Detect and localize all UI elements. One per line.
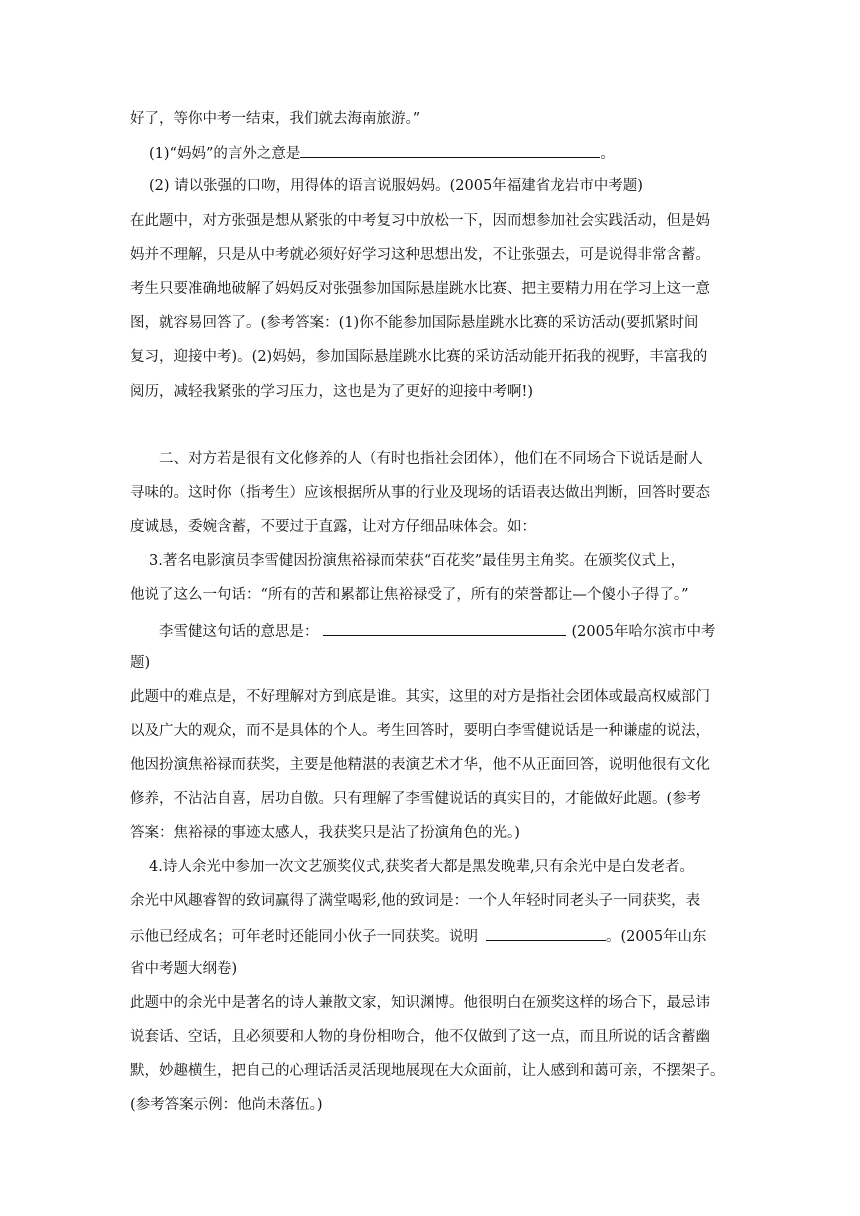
text-line: 此题中的难点是，不好理解对方到底是谁。其实，这里的对方是指社会团体或最高权威部门 [130,689,710,705]
question-3-prompt: 李雪健这句话的意思是： [159,624,319,640]
text-line: 度诚恳，委婉含蓄，不要过于直露，让对方仔细品味体会。如： [130,519,536,535]
question-4-line: 4.诗人余光中参加一次文艺颁奖仪式,获奖者大都是黑发晚辈,只有余光中是白发老者。 [149,859,695,875]
text-line: 此题中的余光中是著名的诗人兼散文家，知识渊博。他很明白在颁奖这样的场合下，最忌讳 [130,995,710,1011]
text-line: 以及广大的观众，而不是具体的个人。考生回答时，要明白李雪健说话是一种谦虚的说法， [130,723,710,739]
question-4-prompt: 示他已经成名；可年老时还能同小伙子一同获奖。说明 [130,929,478,945]
text-line: 复习，迎接中考)。(2)妈妈，参加国际悬崖跳水比赛的采访活动能开拓我的视野，丰富我的 [130,349,708,365]
text-line: 在此题中，对方张强是想从紧张的中考复习中放松一下，因而想参加社会实践活动，但是妈 [130,213,710,229]
text-line: 省中考题大纲卷) [130,961,238,977]
text-line: 阅历，减轻我紧张的学习压力，这也是为了更好的迎接中考啊!) [130,384,533,400]
text-line: 题) [130,655,151,671]
text-line: 他因扮演焦裕禄而获奖，主要是他精湛的表演艺术才华，他不从正面回答，说明他很有文化 [130,757,710,773]
answer-blank[interactable] [323,620,566,636]
text-line: 答案：焦裕禄的事迹太感人，我获奖只是沾了扮演角色的光。) [130,825,520,841]
text-line: 修养，不沾沾自喜，居功自傲。只有理解了李雪健说话的真实目的，才能做好此题。(参考 [130,791,702,807]
question-1-line [149,142,615,164]
answer-blank[interactable] [486,925,606,941]
text-line: 考生只要准确地破解了妈妈反对张强参加国际悬崖跳水比赛、把主要精力用在学习上这一意 [130,281,710,297]
question-1-prompt: (1)“妈妈”的言外之意是 [149,146,301,162]
text-line: 余光中风趣睿智的致词赢得了满堂喝彩,他的致词是：一个人年轻时同老头子一同获奖，表 [130,893,701,909]
section-heading-line: 二、对方若是很有文化修养的人（有时也指社会团体），他们在不同场合下说话是耐人 [159,451,703,467]
text-line: 寻味的。这时你（指考生）应该根据所从事的行业及现场的话语表达做出判断，回答时要态 [130,485,710,501]
text-line: 好了，等你中考一结束，我们就去海南旅游。” [130,111,421,127]
answer-blank[interactable] [300,142,600,158]
source-citation: 。(2005年山东 [606,929,707,945]
punctuation: 。 [600,146,615,162]
question-3-blank-line [159,620,716,642]
text-line: 图，就容易回答了。(参考答案：(1)你不能参加国际悬崖跳水比赛的采访活动(要抓紧时间 [130,315,699,331]
question-2-line: (2) 请以张强的口吻，用得体的语言说服妈妈。(2005年福建省龙岩市中考题) [149,178,643,194]
text-line: 他说了这么一句话：“所有的苦和累都让焦裕禄受了，所有的荣誉都让—个傻小子得了。” [130,587,689,603]
text-line: 说套话、空话，且必须要和人物的身份相吻合，他不仅做到了这一点，而且所说的话含蓄幽 [130,1029,710,1045]
source-citation: (2005年哈尔滨市中考 [571,624,716,640]
text-line: 默，妙趣横生，把自己的心理话活灵活现地展现在大众面前，让人感到和蔼可亲，不摆架子。 [130,1063,725,1079]
question-3-line: 3.著名电影演员李雪健因扮演焦裕禄而荣获“百花奖”最佳男主角奖。在颁奖仪式上， [149,553,686,569]
question-4-blank-line [130,925,707,947]
answer-example-line: (参考答案示例：他尚未落伍。) [130,1097,323,1113]
text-line: 妈并不理解，只是从中考就必须好好学习这种思想出发，不让张强去，可是说得非常含蓄。 [130,247,710,263]
